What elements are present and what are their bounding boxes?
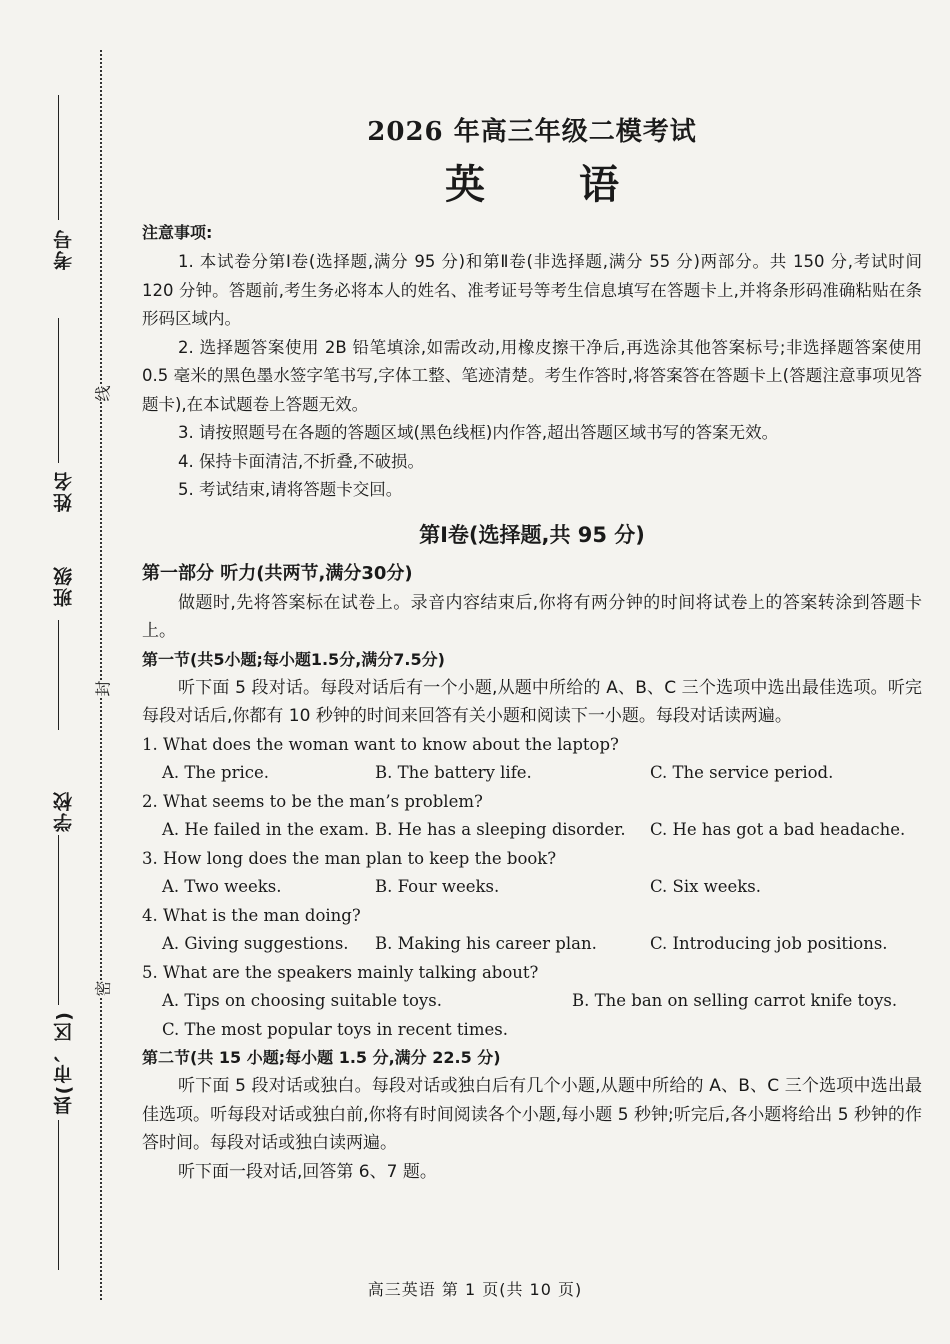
question-4: 4. What is the man doing? xyxy=(142,905,361,925)
option-b: B. The ban on selling carrot knife toys. xyxy=(572,991,898,1010)
question-2: 2. What seems to be the man’s problem? xyxy=(142,791,483,811)
volume-title: 第Ⅰ卷(选择题,共 95 分) xyxy=(419,522,645,547)
seal-char: 封 xyxy=(89,680,116,696)
part1-intro: 做题时,先将答案标在试卷上。录音内容结束后,你将有两分钟的时间将试卷上的答案转涂到答题卡上。 xyxy=(142,592,922,641)
class-label: 班级 xyxy=(53,565,75,607)
exam-no-line xyxy=(58,95,59,220)
section1-intro: 听下面 5 段对话。每段对话后有一个小题,从题中所给的 A、B、C 三个选项中选出最佳选项。听完每段对话后,你都有 10 秒钟的时间来回答有关小题和阅读下一小题。每段对话读两遍。 xyxy=(142,677,922,726)
question-1: 1. What does the woman want to know about the laptop? xyxy=(142,734,619,754)
option-a: A. He failed in the exam. xyxy=(162,820,370,839)
option-c: C. Introducing job positions. xyxy=(650,934,888,953)
name-line xyxy=(58,318,59,463)
part1-title: 第一部分 听力(共两节,满分30分) xyxy=(142,562,413,584)
notice-item: 2. 选择题答案使用 2B 铅笔填涂,如需改动,用橡皮擦干净后,再选涂其他答案标号;非选择题答案使用 0.5 毫米的黑色墨水签字笔书写,字体工整、笔迹清楚。考生作答时,将答案答在答题卡上(答题注意事项见答题卡),在本试题卷上答题无效。 xyxy=(142,337,922,414)
option-a: A. The price. xyxy=(162,763,270,782)
option-c: C. He has got a bad headache. xyxy=(650,820,906,839)
question-3-options xyxy=(142,873,922,902)
notice-item: 5. 考试结束,请将答题卡交回。 xyxy=(178,480,403,499)
section2-lead: 听下面一段对话,回答第 6、7 题。 xyxy=(178,1161,437,1182)
notice-item: 1. 本试卷分第Ⅰ卷(选择题,满分 95 分)和第Ⅱ卷(非选择题,满分 55 分)两部分。共 150 分,考试时间 120 分钟。答题前,考生务必将本人的姓名、准考证号等考生信息填写在答题卡上,并将条形码准确粘贴在条形码区域内。 xyxy=(142,252,922,328)
county-label: 县(市、区) xyxy=(53,1010,75,1116)
page-footer: 高三英语 第 1 页(共 10 页) xyxy=(367,1280,583,1299)
question-5: 5. What are the speakers mainly talking about? xyxy=(142,962,539,982)
question-5-options-row2 xyxy=(142,1016,922,1045)
question-4-options xyxy=(142,930,922,959)
question-5-options-row1 xyxy=(142,987,922,1016)
option-c: C. The service period. xyxy=(650,763,834,782)
section2-title: 第二节(共 15 小题;每小题 1.5 分,满分 22.5 分) xyxy=(142,1048,501,1067)
binding-margin xyxy=(0,0,125,1344)
class-line xyxy=(58,620,59,730)
option-c: C. Six weeks. xyxy=(650,877,762,896)
school-line xyxy=(58,835,59,1005)
section2-intro: 听下面 5 段对话或独白。每段对话或独白后有几个小题,从题中所给的 A、B、C 三个选项中选出最佳选项。听每段对话或独白前,你将有时间阅读各个小题,每小题 5 秒钟;听完后,各小题将给出 5 秒钟的作答时间。每段对话或独白读两遍。 xyxy=(142,1076,922,1153)
option-a: A. Tips on choosing suitable toys. xyxy=(162,991,442,1010)
cut-line-char: 线 xyxy=(89,385,116,401)
secret-char: 密 xyxy=(89,980,116,996)
name-label: 姓名 xyxy=(53,470,75,512)
option-c: C. The most popular toys in recent times. xyxy=(162,1019,508,1039)
option-b: B. The battery life. xyxy=(375,763,532,782)
option-b: B. He has a sleeping disorder. xyxy=(375,820,626,839)
notice-item: 3. 请按照题号在各题的答题区域(黑色线框)内作答,超出答题区域书写的答案无效。 xyxy=(178,423,779,442)
section1-title: 第一节(共5小题;每小题1.5分,满分7.5分) xyxy=(142,649,445,669)
option-b: B. Making his career plan. xyxy=(375,934,597,953)
main-content xyxy=(142,112,922,1186)
exam-title: 2026 年高三年级二模考试 xyxy=(367,117,697,147)
notice-heading: 注意事项: xyxy=(142,223,213,242)
question-3: 3. How long does the man plan to keep the book? xyxy=(142,848,557,868)
question-1-options xyxy=(142,759,922,788)
school-label: 学校 xyxy=(53,790,75,832)
option-b: B. Four weeks. xyxy=(375,877,500,896)
exam-no-label: 考号 xyxy=(53,228,75,270)
county-line xyxy=(58,1120,59,1270)
notice-list xyxy=(142,248,922,505)
question-2-options xyxy=(142,816,922,845)
notice-item: 4. 保持卡面清洁,不折叠,不破损。 xyxy=(178,451,424,471)
option-a: A. Two weeks. xyxy=(162,877,282,896)
subject-title: 英 语 xyxy=(445,161,659,208)
cut-dotted-line xyxy=(100,50,102,1300)
option-a: A. Giving suggestions. xyxy=(162,934,349,953)
